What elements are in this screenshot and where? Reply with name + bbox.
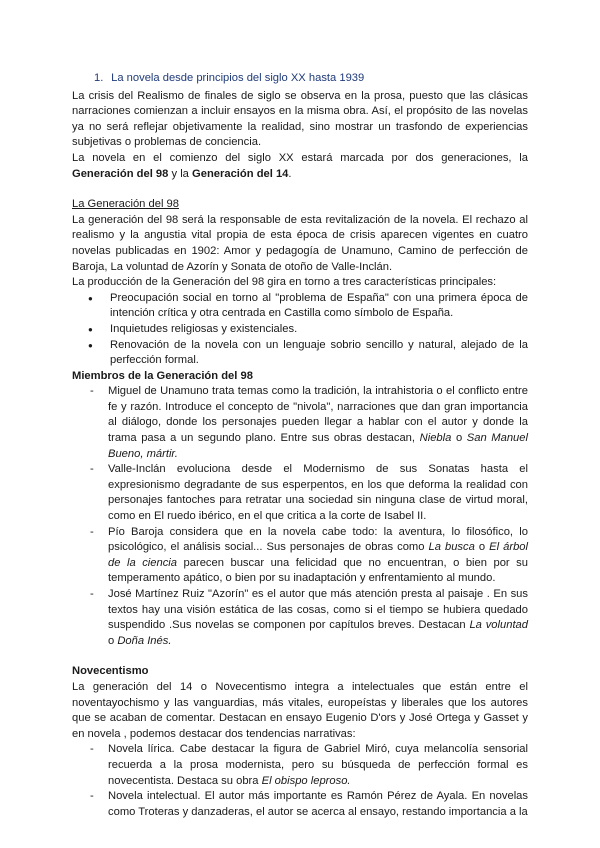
list-item-baroja xyxy=(72,525,528,587)
text: José Martínez Ruiz "Azorín" es el autor que más atención presta al paisaje . En sus textos hay una visión estática de las cosas, como si el tiempo se hubiera quedado suspendido .Sus novelas se componen por capítulos breves. Destacan xyxy=(108,588,528,632)
gen98-paragraph: La generación del 98 será la responsable de esta revitalización de la novela. El rechazo al realismo y la angustia vital propia de esta época de crisis aparecen vigentes en cuatro novelas publicadas en 1902: Amor y pedagogía de Unamuno, Camino de perfección de Baroja, La voluntad de Azorín y Sonata de otoño de Valle-Inclán. xyxy=(72,213,528,273)
list-item-lirica xyxy=(72,742,528,789)
work-title: San Manuel Bueno, mártir. xyxy=(108,432,528,460)
work-title: El árbol de la ciencia xyxy=(108,541,528,569)
text: y la xyxy=(168,167,193,180)
members-list xyxy=(72,384,528,649)
text: La novela en el comienzo del siglo XX estará marcada por dos generaciones, la xyxy=(72,151,528,164)
text: parecen buscar una felicidad que no encuentran, o bien por su temperamento apático, o bien por su inadaptación y enfrentamiento al mundo. xyxy=(108,556,528,585)
text: o xyxy=(474,541,490,554)
text: Pío Baroja considera que en la novela cabe todo: la aventura, lo filosófico, lo psicológico, el análisis social... Sus personajes de obras como xyxy=(108,525,528,554)
list-item: ● Renovación de la novela con un lenguaje sobrio sencillo y natural, alejado de la perfección formal. xyxy=(72,338,528,369)
work-title: La busca xyxy=(428,541,475,554)
text: Miguel de Unamuno trata temas como la tradición, la intrahistoria o el conflicto entre fe y razón. Introduce el concepto de "nivola", narraciones que dan gran importancia al diálogo, donde los personajes pueden llegar a hablar con el autor y donde la trama pasa a un segundo plano. Entre sus obras destacan, xyxy=(108,385,528,445)
list-item-azorin xyxy=(72,587,528,649)
section-heading xyxy=(94,71,528,87)
intro-paragraph: La crisis del Realismo de finales de siglo se observa en la prosa, puesto que las clásicas narraciones comienzan a incluir ensayos en la misma obra. Así, el propósito de las novelas ya no será reflejar objetivamente la realidad, sino mostrar un trasfondo de experiencias subjetivas o problemas de conciencia. xyxy=(72,89,528,149)
novecentismo-paragraph: La generación del 14 o Novecentismo integra a intelectuales que están entre el noventayochismo y las vanguardias, más vitales, europeístas y liberales que los autores que se acaban de comentar. Destacan en ensayo Eugenio D'ors y José Ortega y Gasset y en novela , podemos destacar dos tendencias narrativas: xyxy=(72,680,528,740)
work-title: La voluntad xyxy=(469,619,528,632)
members-title: Miembros de la Generación del 98 xyxy=(72,369,253,382)
list-item-valle: - Valle-Inclán evoluciona desde el Modernismo de sus Sonatas hasta el expresionismo degradante de sus esperpentos, en los que deforma la realidad con personajes fantoches para retratar una sociedad sin ninguna clase de virtud moral, como en El ruedo ibérico, en el que critica a la corte de Isabel II. xyxy=(72,462,528,524)
tendencies-list xyxy=(72,742,528,820)
work-title: Niebla xyxy=(419,432,452,445)
gen98-bold: Generación del 98 xyxy=(72,167,169,180)
novecentismo-title: Novecentismo xyxy=(72,665,149,678)
document-page xyxy=(72,71,528,820)
list-item: ● Preocupación social en torno al "problema de España" con una primera época de intención crítica y otra centrada en Castilla como símbolo de España. xyxy=(72,291,528,322)
text: o xyxy=(108,634,118,647)
list-item: ● Inquietudes religiosas y existenciales. xyxy=(72,322,528,338)
work-title: Doña Inés. xyxy=(117,634,172,647)
text: o xyxy=(451,432,467,445)
list-item-unamuno xyxy=(72,384,528,462)
work-title: El obispo leproso. xyxy=(261,774,351,787)
generations-paragraph xyxy=(72,151,528,182)
gen14-bold: Generación del 14 xyxy=(192,167,289,180)
gen98-characteristics-intro: La producción de la Generación del 98 gira en torno a tres características principales: xyxy=(72,276,497,289)
list-item-intelectual: - Novela intelectual. El autor más importante es Ramón Pérez de Ayala. En novelas como Troteras y danzaderas, el autor se acerca al ensayo, restando importancia a la xyxy=(72,789,528,820)
text: . xyxy=(288,167,292,180)
heading-title: La novela desde principios del siglo XX hasta 1939 xyxy=(111,72,365,84)
heading-number: 1. xyxy=(94,72,104,84)
gen98-title: La Generación del 98 xyxy=(72,198,179,211)
text: Novela lírica. Cabe destacar la figura de Gabriel Miró, cuya melancolía sensorial recuerda a la prosa modernista, pero su búsqueda de perfección formal es novecentista. Destaca su obra xyxy=(108,743,528,787)
characteristics-list xyxy=(72,291,528,369)
